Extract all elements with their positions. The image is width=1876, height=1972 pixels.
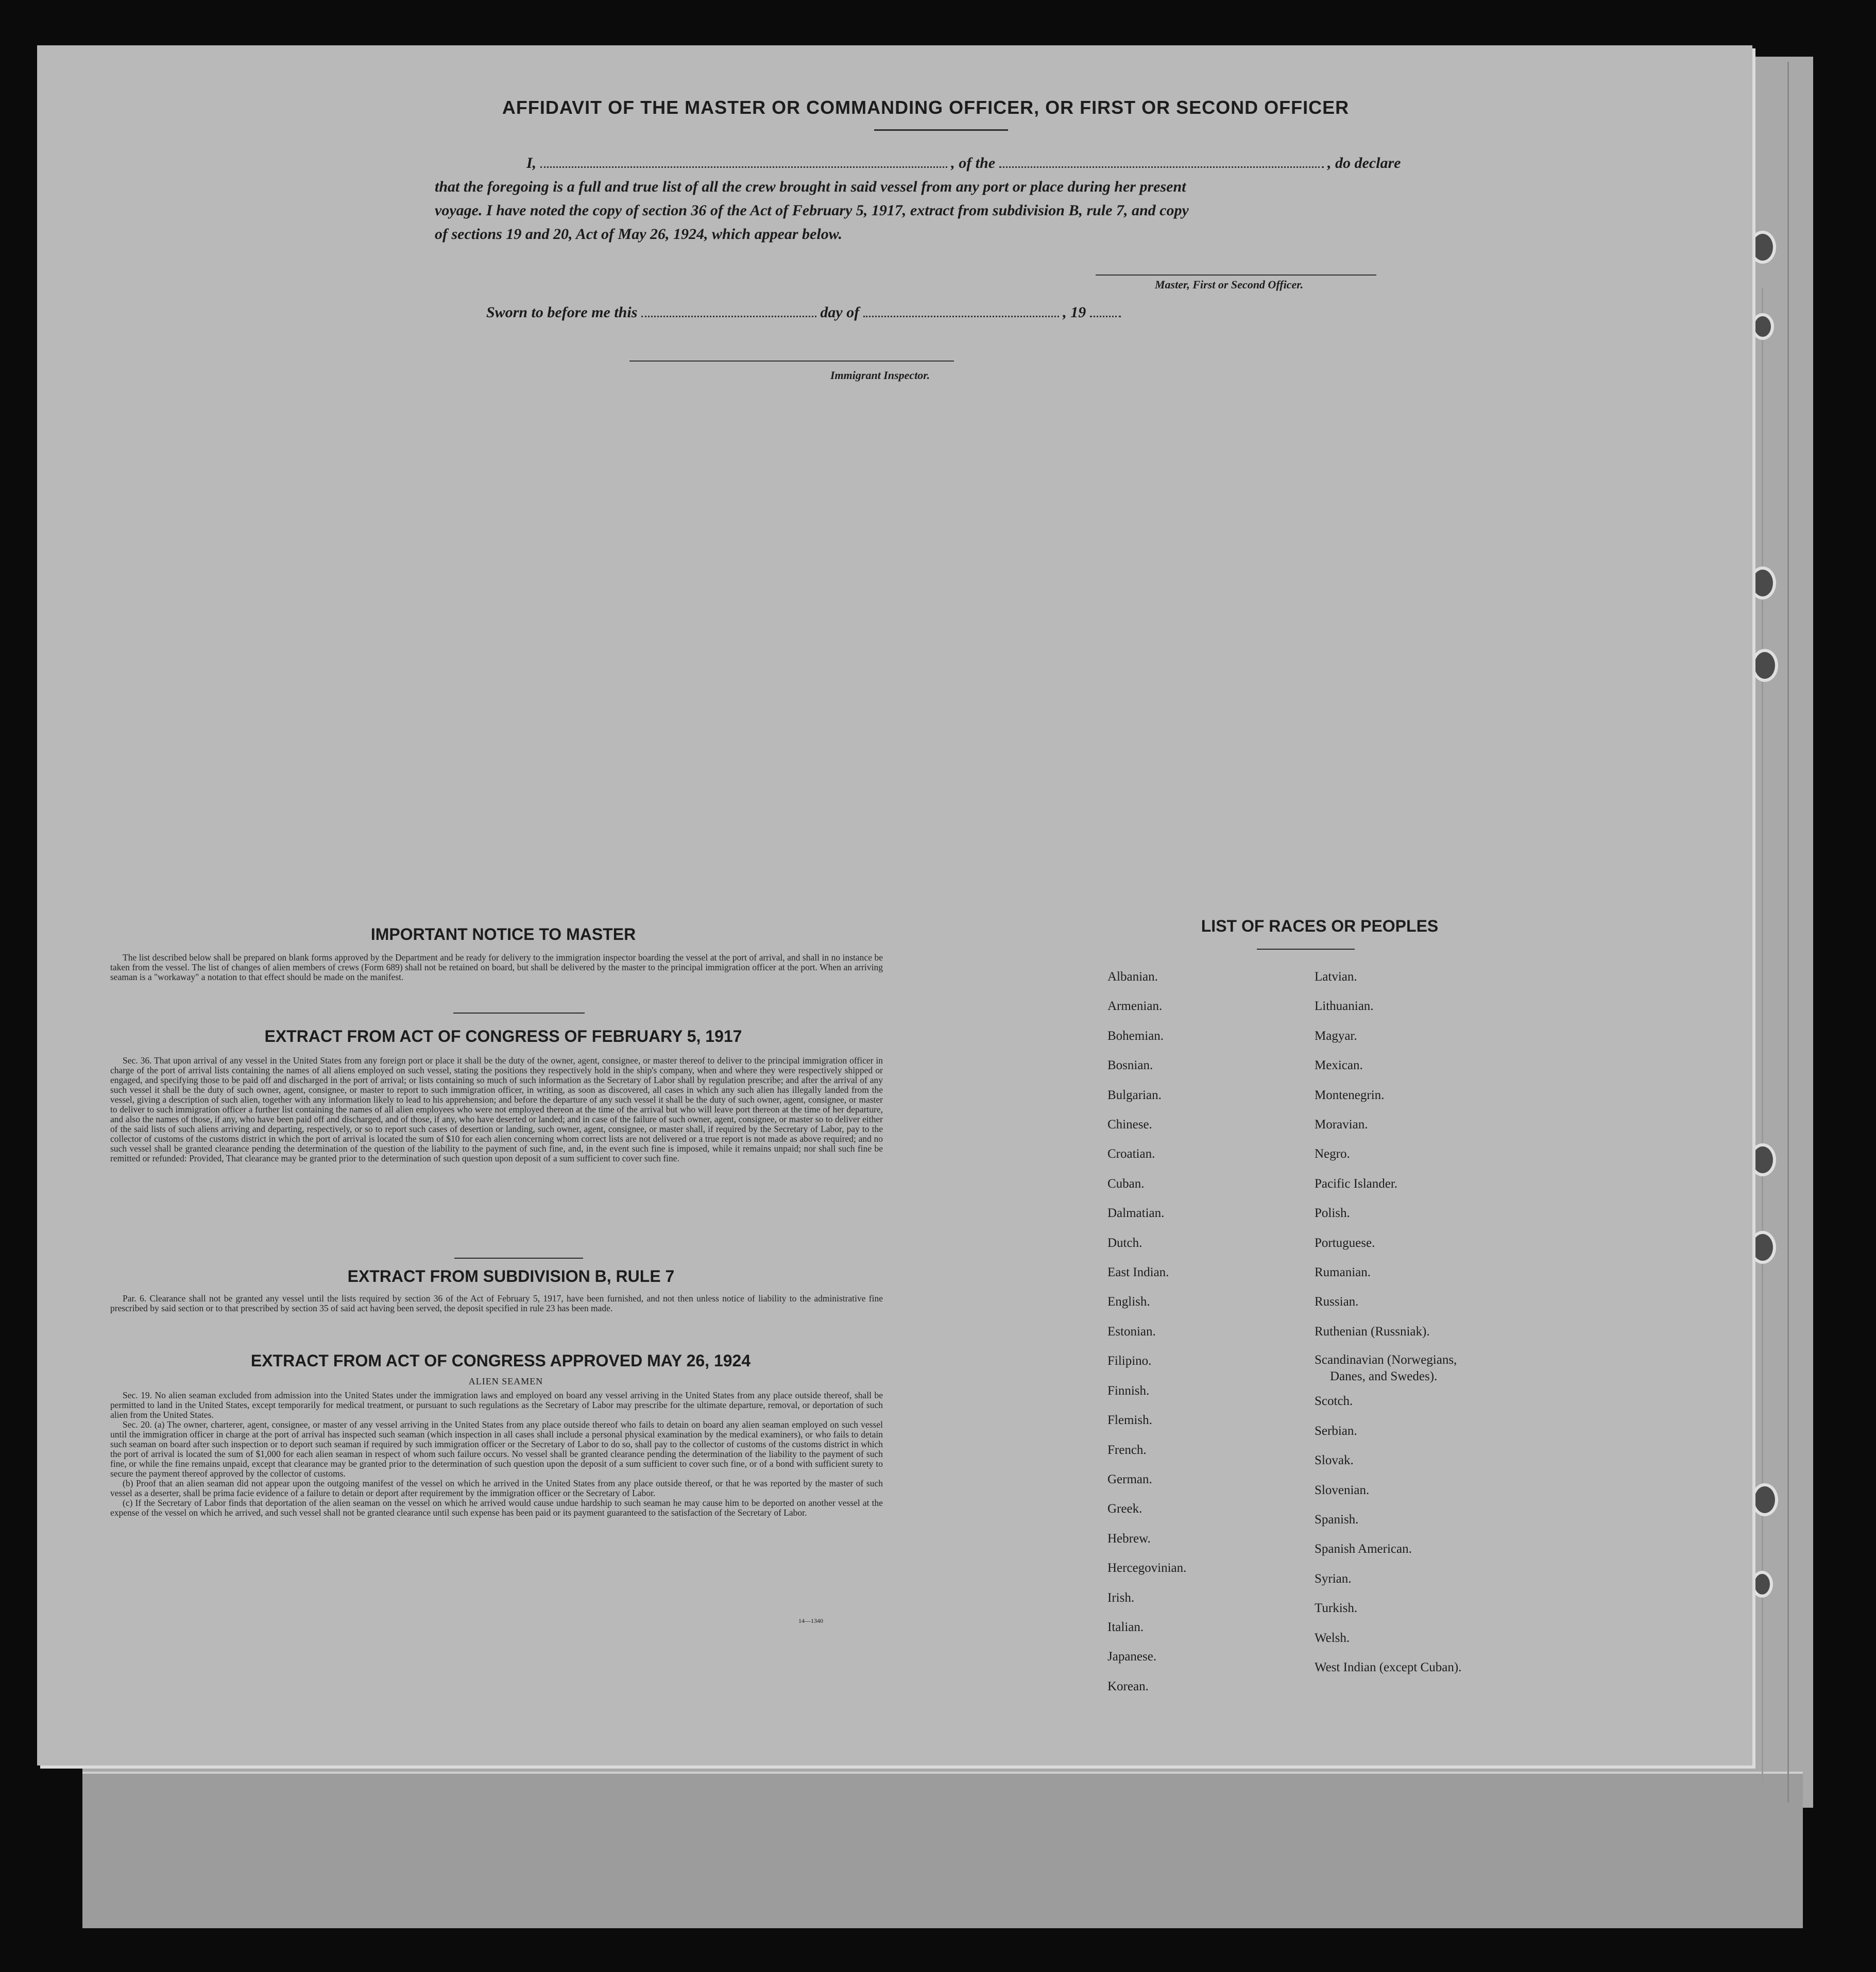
affidavit-line-4: of sections 19 and 20, Act of May 26, 1924, which appear below. bbox=[435, 226, 843, 243]
race-item: Flemish. bbox=[1107, 1413, 1152, 1428]
binder-hole bbox=[1749, 1231, 1776, 1264]
affidavit-title: AFFIDAVIT OF THE MASTER OR COMMANDING OFFICER, OR FIRST OR SECOND OFFICER bbox=[502, 97, 1350, 118]
section-divider bbox=[453, 1013, 585, 1014]
races-title-underline bbox=[1257, 949, 1355, 950]
sworn-year-blank[interactable] bbox=[1090, 316, 1121, 317]
race-item: Syrian. bbox=[1315, 1571, 1352, 1586]
back-sheet-lower-edge bbox=[82, 1772, 1803, 1928]
vessel-blank[interactable] bbox=[999, 166, 1324, 168]
affidavit-line-3: voyage. I have noted the copy of section 36 of the Act of February 5, 1917, extract from subdivision B, rule 7, and copy bbox=[435, 202, 1189, 219]
race-item: Spanish. bbox=[1315, 1512, 1359, 1527]
affidavit-i: I, bbox=[526, 155, 537, 172]
title-underline bbox=[874, 129, 1008, 131]
binder-hole bbox=[1751, 649, 1778, 682]
race-item: Bosnian. bbox=[1107, 1058, 1153, 1073]
race-item: French. bbox=[1107, 1443, 1147, 1457]
race-item: Hebrew. bbox=[1107, 1531, 1151, 1546]
race-item: West Indian (except Cuban). bbox=[1315, 1660, 1462, 1674]
race-item: Russian. bbox=[1315, 1295, 1359, 1309]
year-text: , 19 bbox=[1063, 304, 1086, 321]
notice-body bbox=[110, 953, 883, 982]
race-item: Slovenian. bbox=[1315, 1483, 1370, 1497]
race-item: Albanian. bbox=[1107, 970, 1158, 984]
race-item: Filipino. bbox=[1107, 1354, 1152, 1368]
binder-hole bbox=[1749, 1143, 1776, 1176]
paragraph-6: Par. 6. Clearance shall not be granted any vessel until the lists required by section 36 of the Act of February 5, 1917, have been furnished, and not then unless notice of liability to the administrative fine prescribed by said section or to that prescribed by section 35 of said act having been served, the deposit specified in rule 23 has been made. bbox=[110, 1293, 883, 1313]
race-item: Chinese. bbox=[1107, 1118, 1152, 1132]
inspector-signature-line[interactable] bbox=[629, 361, 954, 362]
notice-title: IMPORTANT NOTICE TO MASTER bbox=[370, 925, 636, 944]
subdivision-b-body bbox=[110, 1294, 883, 1313]
alien-seamen-subtitle: ALIEN SEAMEN bbox=[468, 1376, 543, 1386]
section-36-paragraph: Sec. 36. That upon arrival of any vessel in the United States from any foreign port or place it shall be the duty of the owner, agent, consignee, or master thereof to deliver to the principal immigration officer in charge of the port of arrival lists containing the names of all aliens employed on such vessel, stating the positions they respectively hold in the ship's company, when and where they were respectively shipped or engaged, and specifying those to be paid off and discharged in the port of arrival; or lists containing so much of such information as the Secretary of Labor shall by regulation prescribe; and after the arrival of any such vessel it shall be the duty of such owner, agent, consignee, or master to report to such immigration officer, in writing, as soon as discovered, all cases in which any such alien has illegally landed from the vessel, giving a description of such alien, together with any information likely to lead to his apprehension; and before the departure of any such vessel it shall be the duty of such owner, agent, consignee, or master to deliver to such immigration officer a further list containing the names of all alien employees who were not employed thereon at the time of the arrival but who will leave port thereon at the time of her departure, and also the names of those, if any, who have been paid off and discharged, and of those, if any, who have deserted or landed; and in case of the failure of such owner, agent, consignee, or master so to deliver either of the said lists of such aliens arriving and departing, respectively, or so to report such cases of desertion or landing, such owner, agent, consignee, or master shall, if required by the Secretary of Labor, pay to the collector of customs of the customs district in which the port of arrival is located the sum of $10 for each alien concerning whom correct lists are not delivered or a true report is not made as above required; and no such vessel shall be granted clearance pending the determination of the question of the liability to the payment of such fine, and, in the event such fine is imposed, while it remains unpaid; nor shall such fine be remitted or refunded: Provided, That clearance may be granted prior to the determination of such question upon deposit of a sum sufficient to cover such fine. bbox=[110, 1055, 883, 1163]
race-item: Armenian. bbox=[1107, 999, 1163, 1014]
race-item: Magyar. bbox=[1315, 1028, 1357, 1043]
race-item: Korean. bbox=[1107, 1679, 1149, 1693]
extract-1924-title: EXTRACT FROM ACT OF CONGRESS APPROVED MAY 26, 1924 bbox=[250, 1351, 751, 1370]
race-item: Negro. bbox=[1315, 1147, 1350, 1161]
race-item: Slovak. bbox=[1315, 1453, 1354, 1468]
affidavit-of-the: , of the bbox=[951, 155, 996, 172]
race-item: Ruthenian (Russniak). bbox=[1315, 1324, 1430, 1339]
race-item: Scandinavian (Norwegians, bbox=[1315, 1353, 1457, 1367]
race-item: Mexican. bbox=[1315, 1058, 1363, 1073]
race-item: Bohemian. bbox=[1107, 1028, 1164, 1043]
section-20b-paragraph: (b) Proof that an alien seaman did not appear upon the outgoing manifest of the vessel on which he arrived in the United States from any place outside thereof, or that he was reported by the master of such vessel as a deserter, shall be prima facie evidence of a failure to detain or deport after requirement by the immigration officer or the Secretary of Labor. bbox=[110, 1478, 883, 1498]
day-of-text: day of bbox=[820, 304, 860, 321]
affidavit-do-declare: , do declare bbox=[1327, 155, 1401, 172]
section-20a-paragraph: Sec. 20. (a) The owner, charterer, agent, consignee, or master of any vessel arriving in the United States from any place outside thereof who fails to detain on board any alien seaman employed on such vessel until the immigration officer in charge at the port of arrival has inspected such seaman (which inspection in all cases shall include a personal physical examination by the medical examiners), or who fails to detain such seaman on board after such inspection or to deport such seaman if required by such immigration officer or the Secretary of Labor to do so, shall pay to the collector of customs of the customs district in which the port of arrival is located the sum of $1,000 for each alien seaman in respect of whom such failure occurs. No vessel shall be granted clearance pending the determination of the liability to the payment of such fine, or while the fine remains unpaid, except that clearance may be granted prior to the determination of such question upon the deposit of a sum sufficient to cover such fine, or of a bond with sufficient surety to secure the payment thereof approved by the collector of customs. bbox=[110, 1419, 883, 1479]
race-item: Cuban. bbox=[1107, 1176, 1145, 1191]
binder-hole bbox=[1751, 1571, 1773, 1598]
binder-hole bbox=[1751, 313, 1774, 340]
race-item: Bulgarian. bbox=[1107, 1088, 1162, 1102]
sworn-month-blank[interactable] bbox=[863, 316, 1059, 317]
sworn-text: Sworn to before me this bbox=[486, 304, 638, 321]
race-item: Scotch. bbox=[1315, 1394, 1353, 1409]
notice-paragraph: The list described below shall be prepared on blank forms approved by the Department and be ready for delivery to the immigration inspector boarding the vessel at the port of arrival, and shall in no instance be taken from the vessel. The list of changes of alien members of crews (Form 689) shall not be retained on board, but shall be delivered by the master to the principal immigration officer at the port. When an arriving seaman is a "workaway" a notation to that effect should be made on the manifest. bbox=[110, 952, 883, 982]
race-item: Polish. bbox=[1315, 1206, 1350, 1221]
race-item: Dalmatian. bbox=[1107, 1206, 1165, 1221]
form-number: 14—1340 bbox=[798, 1617, 823, 1624]
race-item: Dutch. bbox=[1107, 1236, 1142, 1250]
race-item: German. bbox=[1107, 1472, 1152, 1486]
affidavit-line-2: that the foregoing is a full and true list of all the crew brought in said vessel from any port or place during her present bbox=[435, 178, 1186, 195]
binder-hole bbox=[1751, 1483, 1778, 1516]
race-item: Moravian. bbox=[1315, 1118, 1368, 1132]
race-item: Irish. bbox=[1107, 1590, 1135, 1605]
race-item: Montenegrin. bbox=[1315, 1088, 1385, 1102]
race-item: Estonian. bbox=[1107, 1324, 1156, 1339]
extract-1917-title: EXTRACT FROM ACT OF CONGRESS OF FEBRUARY 5, 1917 bbox=[264, 1027, 742, 1045]
race-item: Turkish. bbox=[1315, 1601, 1358, 1616]
race-item: Japanese. bbox=[1107, 1650, 1157, 1664]
race-item: Portuguese. bbox=[1315, 1236, 1375, 1250]
affidavit-page bbox=[37, 45, 1752, 1765]
race-item: Lithuanian. bbox=[1315, 999, 1374, 1014]
extract-1924-body bbox=[110, 1391, 883, 1518]
sworn-line bbox=[486, 304, 1121, 321]
master-caption: Master, First or Second Officer. bbox=[1155, 278, 1304, 291]
section-19-paragraph: Sec. 19. No alien seaman excluded from admission into the United States under the immigration laws and employed on board any vessel arriving in the United States from any place outside thereof, shall be permitted to land in the United States, except temporarily for medical treatment, or pursuant to such regulations as the Secretary of Labor may prescribe for the ultimate departure, removal, or deportation of such alien from the United States. bbox=[110, 1390, 883, 1420]
race-item: Welsh. bbox=[1315, 1631, 1350, 1645]
sworn-day-blank[interactable] bbox=[641, 316, 816, 317]
affidavit-line-1 bbox=[526, 155, 1401, 172]
races-right-column bbox=[1315, 962, 1461, 1682]
races-left-column bbox=[1107, 962, 1186, 1701]
binder-hole bbox=[1749, 231, 1776, 264]
race-item: Latvian. bbox=[1315, 970, 1357, 984]
race-item: Rumanian. bbox=[1315, 1265, 1371, 1280]
section-20c-paragraph: (c) If the Secretary of Labor finds that deportation of the alien seaman on the vessel on which he arrived would cause undue hardship to such seaman he may cause him to be deported on another vessel at the expense of the vessel on which he arrived, and such vessel shall not be granted clearance until such expense has been paid or its payment guaranteed to the satisfaction of the Secretary of Labor. bbox=[110, 1498, 883, 1518]
section-divider bbox=[454, 1258, 583, 1259]
race-item: Greek. bbox=[1107, 1502, 1142, 1516]
margin-line bbox=[1787, 62, 1789, 1803]
races-title: LIST OF RACES OR PEOPLES bbox=[1201, 917, 1439, 935]
race-item: Croatian. bbox=[1107, 1147, 1155, 1161]
race-item-continued: Danes, and Swedes). bbox=[1330, 1369, 1438, 1384]
subdivision-b-title: EXTRACT FROM SUBDIVISION B, RULE 7 bbox=[347, 1267, 675, 1285]
race-item: Pacific Islander. bbox=[1315, 1176, 1398, 1191]
race-item: Italian. bbox=[1107, 1620, 1144, 1634]
race-item: Serbian. bbox=[1315, 1424, 1357, 1438]
margin-line bbox=[1762, 288, 1763, 1782]
race-item: Spanish American. bbox=[1315, 1542, 1412, 1556]
extract-1917-body bbox=[110, 1056, 883, 1163]
name-blank[interactable] bbox=[540, 166, 947, 168]
race-item: Finnish. bbox=[1107, 1383, 1150, 1398]
master-signature-line[interactable] bbox=[1096, 275, 1376, 276]
inspector-caption: Immigrant Inspector. bbox=[830, 369, 930, 382]
race-item: East Indian. bbox=[1107, 1265, 1169, 1280]
race-item: English. bbox=[1107, 1295, 1150, 1309]
race-item: Hercegovinian. bbox=[1107, 1561, 1187, 1575]
binder-hole bbox=[1749, 567, 1776, 599]
